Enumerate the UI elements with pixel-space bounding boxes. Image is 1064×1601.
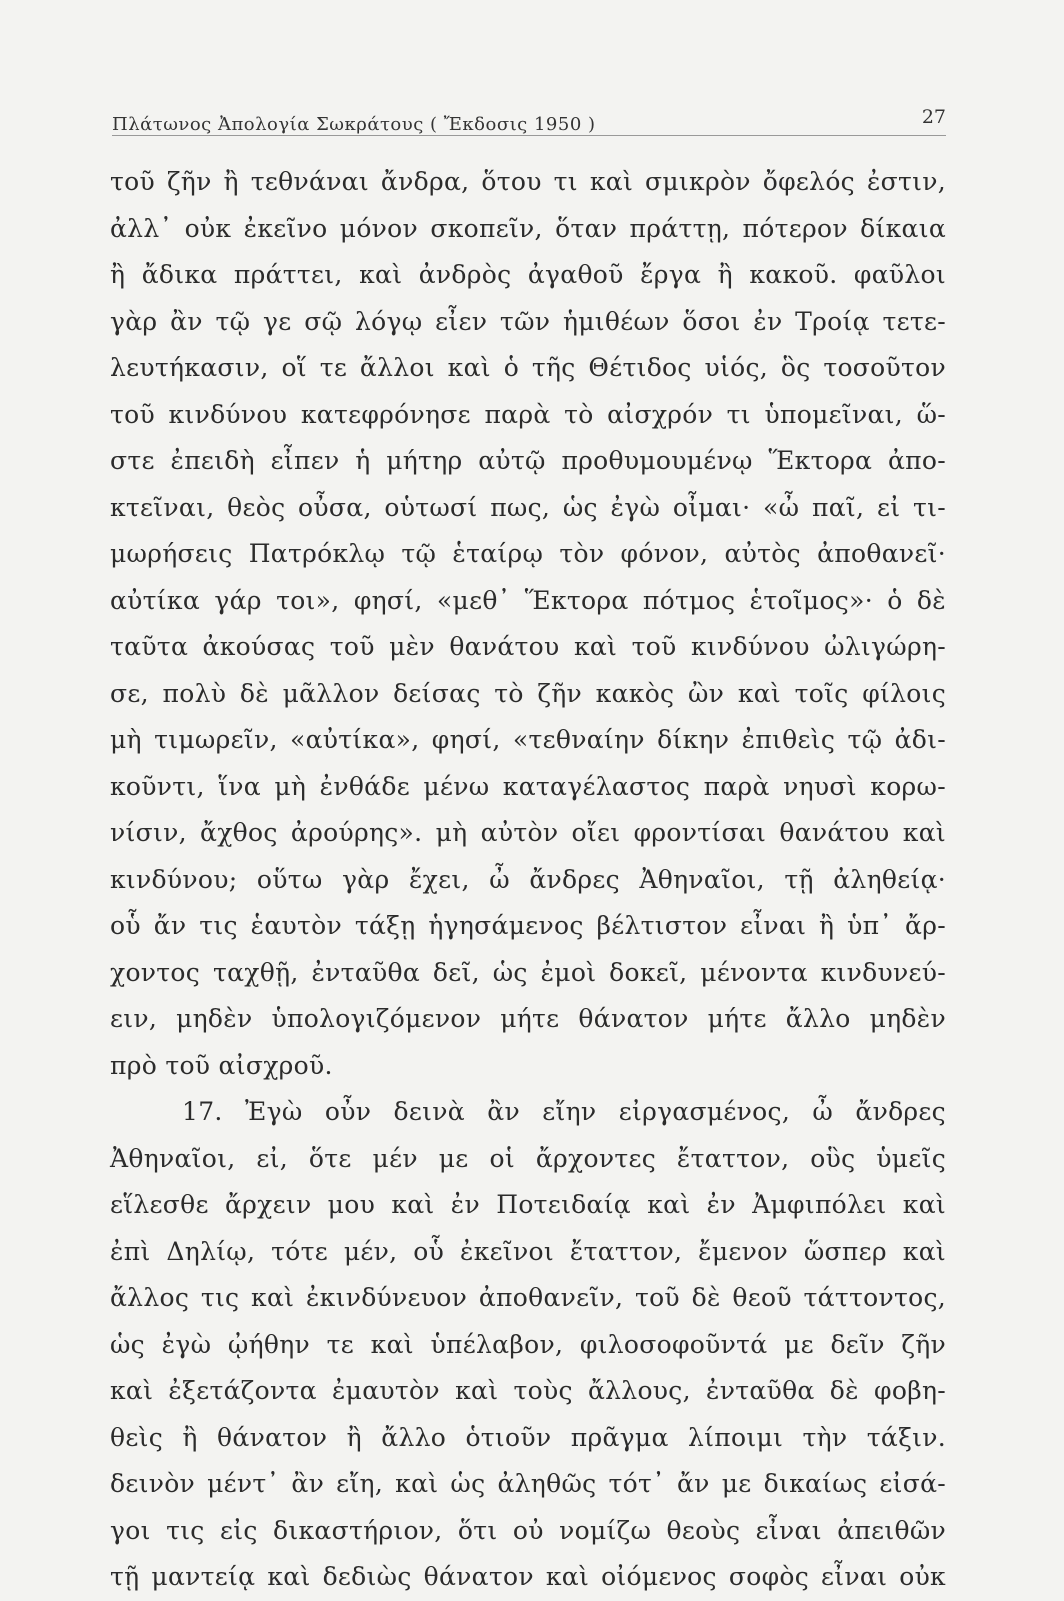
text-line: λευτήκασιν, οἵ τε ἄλλοι καὶ ὁ τῆς Θέτιδος υἱός, ὃς τοσοῦτον [110, 353, 946, 382]
text-line: εἵλεσθε ἄρχειν μου καὶ ἐν Ποτειδαίᾳ καὶ ἐν Ἀμφιπόλει καὶ [110, 1190, 946, 1219]
running-header [112, 100, 946, 136]
text-line: ταῦτα ἀκούσας τοῦ μὲν θανάτου καὶ τοῦ κινδύνου ὠλιγώρη- [110, 632, 946, 661]
text-line: σε, πολὺ δὲ μᾶλλον δείσας τὸ ζῆν κακὸς ὢν καὶ τοῖς φίλοις [110, 678, 946, 708]
text-line: νίσιν, ἄχθος ἀρούρης». μὴ αὐτὸν οἴει φροντίσαι θανάτου καὶ [110, 818, 946, 847]
text-line: καὶ ἐξετάζοντα ἐμαυτὸν καὶ τοὺς ἄλλους, ἐνταῦθα δὲ φοβη- [110, 1376, 946, 1405]
body-text [110, 159, 946, 1601]
text-line: ὡς ἐγὼ ᾠήθην τε καὶ ὑπέλαβον, φιλοσοφοῦντά με δεῖν ζῆν [110, 1329, 946, 1359]
text-line: τοῦ ζῆν ἢ τεθνάναι ἄνδρα, ὅτου τι καὶ σμικρὸν ὄφελός ἐστιν, [110, 167, 946, 196]
text-line: κινδύνου; οὕτω γὰρ ἔχει, ὦ ἄνδρες Ἀθηναῖοι, τῇ ἀληθείᾳ· [110, 864, 946, 894]
text-line: ἀλλ᾽ οὐκ ἐκεῖνο μόνον σκοπεῖν, ὅταν πράττῃ, πότερον δίκαια [110, 213, 946, 243]
header-title: Πλάτωνος Ἀπολογία Σωκράτους ( Ἔκδοσις 1950 ) [112, 114, 596, 135]
text-line: γοι τις εἰς δικαστήριον, ὅτι οὐ νομίζω θεοὺς εἶναι ἀπειθῶν [110, 1515, 946, 1545]
text-line: ἄλλος τις καὶ ἐκινδύνευον ἀποθανεῖν, τοῦ δὲ θεοῦ τάττοντος, [110, 1283, 946, 1312]
page-number: 27 [921, 106, 946, 128]
text-line: ἢ ἄδικα πράττει, καὶ ἀνδρὸς ἀγαθοῦ ἔργα ἢ κακοῦ. φαῦλοι [110, 260, 946, 289]
text-line: οὗ ἄν τις ἑαυτὸν τάξῃ ἡγησάμενος βέλτιστον εἶναι ἢ ὑπ᾽ ἄρ- [110, 911, 946, 940]
text-line: μωρήσεις Πατρόκλῳ τῷ ἑταίρῳ τὸν φόνον, αὐτὸς ἀποθανεῖ· [110, 539, 946, 568]
text-line: γὰρ ἂν τῷ γε σῷ λόγῳ εἶεν τῶν ἡμιθέων ὅσοι ἐν Τροίᾳ τετε- [110, 306, 946, 336]
text-line: κοῦντι, ἵνα μὴ ἐνθάδε μένω καταγέλαστος παρὰ νηυσὶ κορω- [110, 771, 946, 801]
header-rule [112, 135, 946, 136]
text-line: τοῦ κινδύνου κατεφρόνησε παρὰ τὸ αἰσχρόν τι ὑπομεῖναι, ὥ- [110, 399, 946, 429]
text-line: μὴ τιμωρεῖν, «αὐτίκα», φησί, «τεθναίην δίκην ἐπιθεὶς τῷ ἀδι- [110, 725, 946, 754]
text-line: αὐτίκα γάρ τοι», φησί, «μεθ᾽ Ἕκτορα πότμος ἑτοῖμος»· ὁ δὲ [110, 585, 946, 615]
text-line: ἐπὶ Δηλίῳ, τότε μέν, οὗ ἐκεῖνοι ἔταττον, ἔμενον ὥσπερ καὶ [110, 1236, 946, 1266]
text-line: χοντος ταχθῇ, ἐνταῦθα δεῖ, ὡς ἐμοὶ δοκεῖ, μένοντα κινδυνεύ- [110, 957, 946, 987]
text-line: δεινὸν μέντ᾽ ἂν εἴη, καὶ ὡς ἀληθῶς τότ᾽ ἄν με δικαίως εἰσά- [110, 1469, 946, 1498]
text-line: κτεῖναι, θεὸς οὖσα, οὑτωσί πως, ὡς ἐγὼ οἶμαι· «ὦ παῖ, εἰ τι- [110, 492, 946, 522]
text-line: πρὸ τοῦ αἰσχροῦ. [110, 1050, 333, 1080]
section-start-line: 17. Ἐγὼ οὖν δεινὰ ἂν εἴην εἰργασμένος, ὦ ἄνδρες [182, 1097, 946, 1126]
text-line: στε ἐπειδὴ εἶπεν ἡ μήτηρ αὐτῷ προθυμουμένῳ Ἕκτορα ἀπο- [110, 446, 946, 475]
text-line: τῇ μαντείᾳ καὶ δεδιὼς θάνατον καὶ οἰόμενος σοφὸς εἶναι οὐκ [110, 1562, 946, 1591]
text-line: Ἀθηναῖοι, εἰ, ὅτε μέν με οἱ ἄρχοντες ἔταττον, οὓς ὑμεῖς [110, 1143, 946, 1173]
text-line: ειν, μηδὲν ὑπολογιζόμενον μήτε θάνατον μήτε ἄλλο μηδὲν [110, 1004, 946, 1033]
text-line: θεὶς ἢ θάνατον ἢ ἄλλο ὁτιοῦν πρᾶγμα λίποιμι τὴν τάξιν. [110, 1422, 946, 1452]
